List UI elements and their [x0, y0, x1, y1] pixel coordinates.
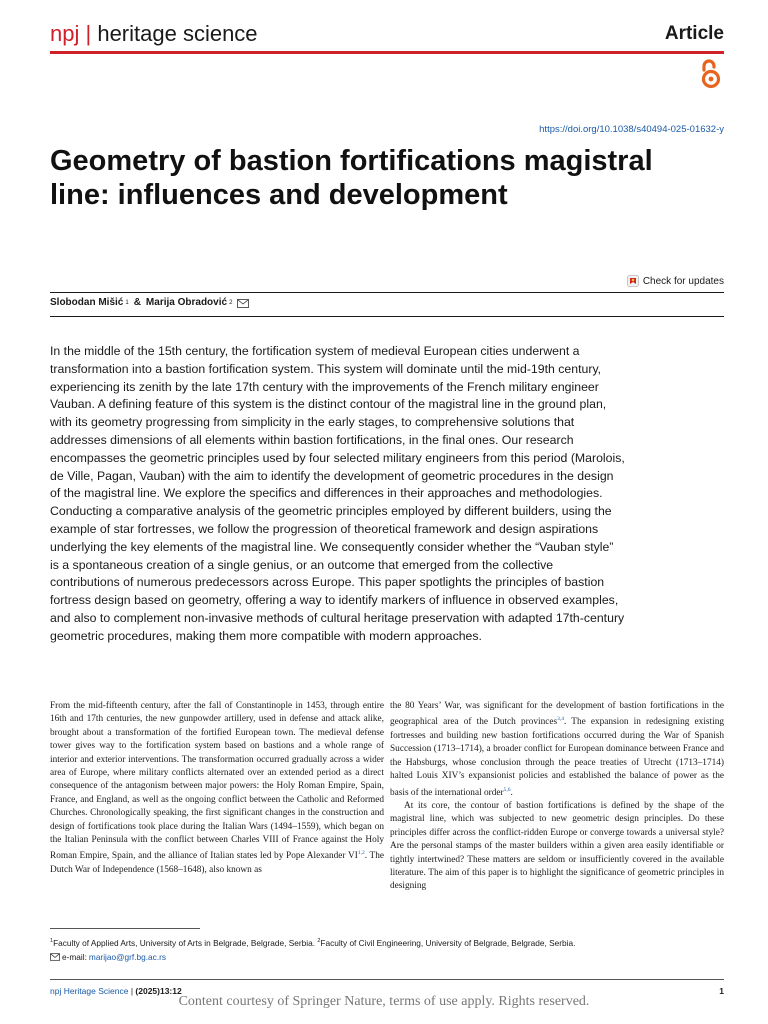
body-paragraph	[50, 700, 384, 877]
body-column-right	[390, 700, 724, 905]
open-access-icon	[699, 58, 723, 90]
affiliation-number: 1	[50, 938, 54, 944]
paragraph-text: . The Dutch War of Independence (1568–1648), also known as	[50, 851, 384, 875]
footer-separator: |	[130, 986, 134, 996]
citation-ref[interactable]: 5,6	[503, 786, 511, 793]
paragraph-text: From the mid-fifteenth century, after the fall of Constantinople in 1453, through entire 16th and 17th centuries, the new gunpowder artillery, used in defense and attack alike, brought about a transformation of the fortified European town. The medieval defense tower gives way to the fortification system based on bastions and a whole range of interior and exterior interventions. The transformation occurred gradually across a wider area of Europe, where military conflicts alternated over an extended period as a direct consequence of the antagonism between major powers: the Holy Roman Empire, Spain, France, and England, as well as the ongoing conflict between the Catholic and Reformed Churches. Chronologically speaking, the first significant changes in the construction and design of fortifications took place during the Italian Wars (1494–1559), which began on the Italian Peninsula with the conflict between Charles VIII of France against the Holy Roman Empire, Spain, and the alliance of Italian states led by Pope Alexander VI	[50, 701, 384, 862]
affiliation-2: Faculty of Civil Engineering, University of Belgrade, Belgrade, Serbia.	[320, 937, 576, 948]
article-type-label: Article	[664, 23, 724, 44]
doi-link[interactable]: https://doi.org/10.1038/s40494-025-01632-y	[539, 124, 724, 135]
email-link[interactable]: marijao@grf.bg.ac.rs	[88, 951, 167, 962]
citation-ref[interactable]: 1,2	[357, 850, 365, 857]
email-line	[50, 950, 724, 964]
body-column-left	[50, 700, 384, 905]
header-rule	[50, 51, 724, 54]
author-1-affiliation: 1	[125, 300, 129, 306]
page-number: 1	[719, 986, 724, 996]
journal-name: heritage science	[97, 21, 258, 46]
paragraph-text: the 80 Years’ War, was significant for the development of bastion fortifications in the geographical area of the Dutch provinces	[390, 701, 724, 728]
footnote-rule	[50, 928, 200, 929]
authors-top-rule	[50, 292, 724, 293]
body-paragraph	[390, 700, 724, 800]
footer-journal[interactable]: npj Heritage Science	[50, 986, 129, 996]
citation-ref[interactable]: 3,4	[557, 716, 564, 723]
affiliation-number: 2	[317, 938, 321, 944]
journal-separator: |	[85, 21, 92, 46]
footer-volume: (2025)13:12	[135, 986, 182, 996]
author-joiner: &	[133, 297, 141, 308]
article-title: Geometry of bastion fortifications magistral line: influences and development	[50, 145, 653, 211]
body-paragraph: At its core, the contour of bastion fortifications is defined by the shape of the magistral line, which was subjected to new geometric design principles. Do these principles differ across the conflict-ridden Europe or converge towards a universal style? Are the personal stamps of the master builders within a given area easily identifiable or tightly intertwined? These matters are seldom or insufficiently covered in the available literature. The aim of this paper is to highlight the significance of geometric principles in designing	[390, 801, 724, 892]
author-2-affiliation: 2	[229, 300, 233, 306]
author-1[interactable]: Slobodan Mišić	[50, 297, 124, 308]
envelope-icon	[50, 953, 60, 961]
check-for-updates-button[interactable]	[627, 275, 724, 287]
affiliation-line	[50, 934, 724, 950]
paragraph-text: .	[510, 787, 513, 798]
journal-npj: npj	[50, 21, 80, 46]
journal-logo[interactable]	[50, 20, 258, 48]
body-text	[50, 700, 724, 905]
author-2[interactable]: Marija Obradović	[145, 297, 228, 308]
paragraph-text: . The expansion in redesigning existing fortresses and building new bastion fortifications occurred during the War of Spanish Succession (1713–1714), a broader conflict for European dominance between France and the Habsburgs, whose conclusion through the peace treaties of Utrecht (1713–1714) halted Louis XIV’s expansionist policies and established the balance of power as the basis of the international order	[390, 717, 724, 798]
check-updates-label: Check for updates	[642, 275, 724, 287]
email-label: e-mail:	[62, 951, 87, 962]
affiliations-footnote	[50, 934, 724, 964]
check-updates-icon	[627, 275, 639, 287]
courtesy-watermark: Content courtesy of Springer Nature, terms of use apply. Rights reserved.	[178, 994, 590, 1009]
envelope-icon[interactable]	[237, 299, 249, 308]
authors-bottom-rule	[50, 316, 724, 317]
author-list	[50, 296, 249, 310]
affiliation-1: Faculty of Applied Arts, University of Arts in Belgrade, Belgrade, Serbia.	[53, 937, 316, 948]
footer-rule	[50, 979, 724, 980]
abstract: In the middle of the 15th century, the fortification system of medieval European cities underwent a transformation into a bastion fortification system. This system will dominate until the mid-19th century, experiencing its zenith by the late 17th century with the improvements of the French military engineer Vauban. A defining feature of this system is the distinct contour of the magistral line in the ground plan, with its geometry progressing from simplicity in the early stages, to comprehensive solutions that addresses dimensions of all elements within bastion fortifications, in the final ones. Our research encompasses the geometric principles used by four selected military engineers from this period (Marolois, de Ville, Pagan, Vauban) with the aim to identify the development of geometric procedures in the design of the magistral line. We explore the specifics and differences in their approaches and methodologies. Conducting a comparative analysis of the geometric principles employed by different builders, using the example of star fortresses, we follow the progression of theoretical framework and design aspirations underlying the key elements of the magistral line. We consequently consider whether the “Vauban style” is a spontaneous creation of a single genius, or an outcome that emerged from the collective contributions of numerous predecessors across Europe. This paper spotlights the principles of bastion fortress design based on geometry, offering a way to identify markers of influence in observed examples, and also to complement non-invasive methods of cultural heritage preservation with adapted 17th-century geometric procedures, making them more compatible with modern approaches.	[50, 344, 625, 643]
